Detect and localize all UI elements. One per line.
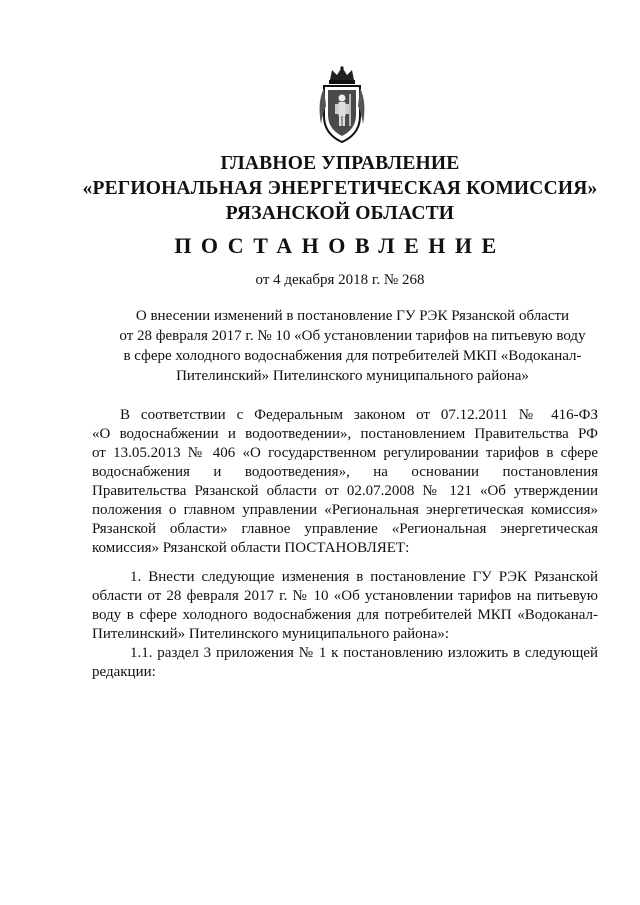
preamble-line: от 13.05.2013 № 406 «О государственном регулировании тарифов в сфере bbox=[92, 445, 598, 461]
item-1-1-line: 1.1. раздел 3 приложения № 1 к постановлению изложить в следующей bbox=[130, 645, 598, 661]
item-1-line: 1. Внести следующие изменения в постановление ГУ РЭК Рязанской bbox=[130, 569, 598, 585]
authority-name-line-1: ГЛАВНОЕ УПРАВЛЕНИЕ bbox=[220, 153, 460, 174]
subject-line: в сфере холодного водоснабжения для потребителей МКП «Водоканал- bbox=[123, 348, 582, 364]
preamble-line: положения о главном управлении «Региональная энергетическая комиссия» bbox=[92, 502, 598, 518]
coat-of-arms-emblem bbox=[316, 66, 368, 146]
item-1-1-line: редакции: bbox=[92, 664, 156, 680]
document-date-number: от 4 декабря 2018 г. № 268 bbox=[255, 272, 425, 288]
item-1-line: воду в сфере холодного водоснабжения для потребителей МКП «Водоканал- bbox=[92, 607, 598, 623]
subject-line: Пителинский» Пителинского муниципального района» bbox=[176, 368, 529, 384]
preamble-line: Правительства Рязанской области от 02.07.2008 № 121 «Об утверждении bbox=[92, 483, 598, 499]
authority-name-line-3: РЯЗАНСКОЙ ОБЛАСТИ bbox=[225, 203, 455, 224]
document-type-title: ПОСТАНОВЛЕНИЕ bbox=[174, 233, 506, 258]
preamble-line: Рязанской области» главное управление «Региональная энергетическая bbox=[92, 521, 598, 537]
preamble-line: «О водоснабжении и водоотведении», постановлением Правительства РФ bbox=[92, 426, 598, 442]
item-1-line: Пителинский» Пителинского муниципального района»: bbox=[92, 626, 450, 642]
item-1-line: области от 28 февраля 2017 г. № 10 «Об установлении тарифов на питьевую bbox=[92, 588, 598, 604]
preamble-line: водоснабжения и водоотведения», на основании постановления bbox=[92, 464, 598, 480]
document-subject bbox=[95, 306, 610, 386]
preamble-line: комиссия» Рязанской области ПОСТАНОВЛЯЕТ: bbox=[92, 540, 410, 556]
authority-name-line-2: «РЕГИОНАЛЬНАЯ ЭНЕРГЕТИЧЕСКАЯ КОМИССИЯ» bbox=[82, 178, 598, 199]
preamble-line: В соответствии с Федеральным законом от 07.12.2011 № 416-ФЗ bbox=[120, 407, 598, 423]
subject-line: О внесении изменений в постановление ГУ РЭК Рязанской области bbox=[135, 308, 570, 324]
subject-line: от 28 февраля 2017 г. № 10 «Об установлении тарифов на питьевую воду bbox=[119, 328, 586, 344]
